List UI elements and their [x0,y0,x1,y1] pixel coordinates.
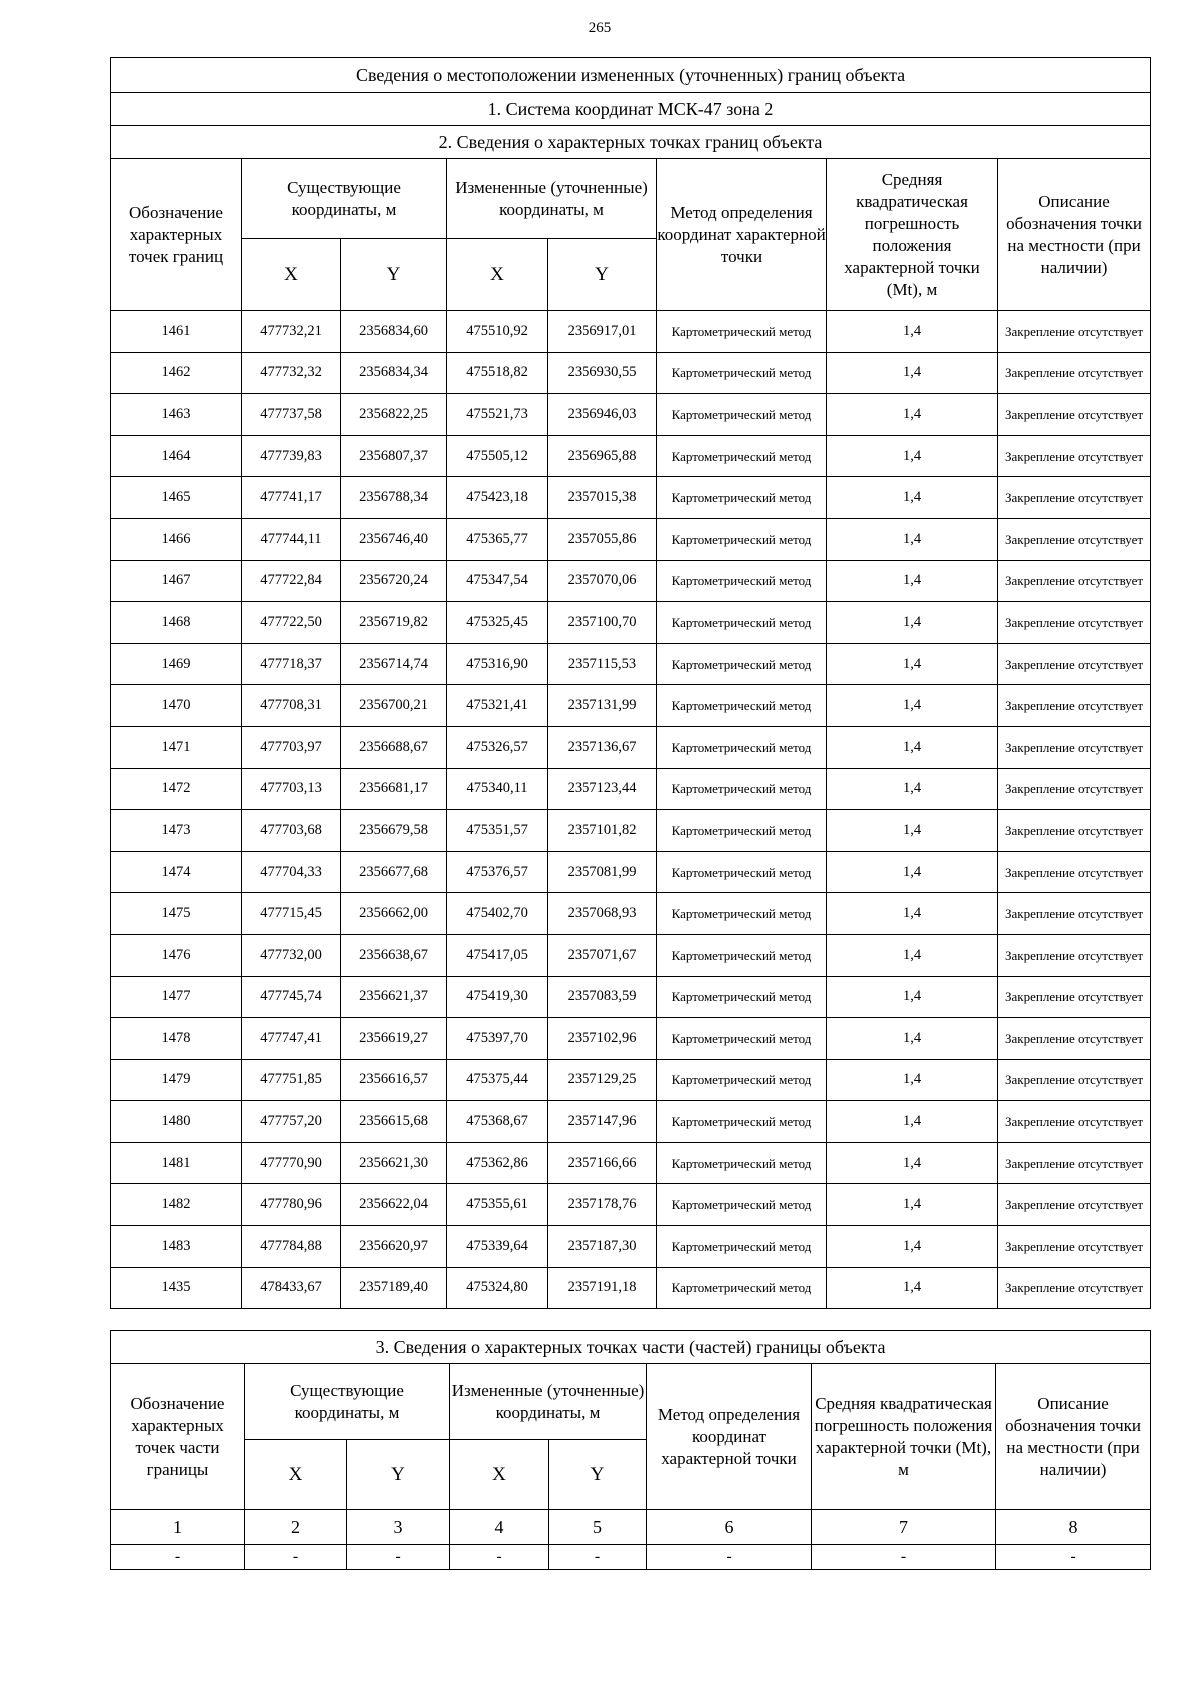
existing-x-cell: 477703,13 [242,768,341,810]
changed-x-cell: 475340,11 [447,768,548,810]
changed-y-cell: 2357055,86 [548,518,657,560]
table-row [111,810,1151,852]
changed-y-cell: 2356965,88 [548,435,657,477]
error-cell: 1,4 [827,352,998,394]
changed-y-cell: 2357071,67 [548,934,657,976]
changed-x-cell: 475397,70 [447,1018,548,1060]
existing-y-cell: 2356679,58 [341,810,447,852]
column-number-cell: 6 [647,1510,812,1545]
table-row [111,477,1151,519]
method-cell: Картометрический метод [657,685,827,727]
changed-x-cell: 475505,12 [447,435,548,477]
table-row [111,685,1151,727]
existing-x-cell: 477722,84 [242,560,341,602]
existing-y-cell: 2356807,37 [341,435,447,477]
header-existing-x: X [242,239,341,311]
header-existing-coords-part: Существующие координаты, м [245,1364,450,1440]
header-existing-coords: Существующие координаты, м [242,159,447,239]
changed-x-cell: 475324,80 [447,1267,548,1309]
method-cell: Картометрический метод [657,976,827,1018]
method-cell: Картометрический метод [657,311,827,353]
existing-y-cell: 2356681,17 [341,768,447,810]
table-row [111,1142,1151,1184]
point-cell: 1435 [111,1267,242,1309]
column-number-cell: 2 [245,1510,347,1545]
existing-x-cell: 477708,31 [242,685,341,727]
changed-x-cell: 475423,18 [447,477,548,519]
column-number-cell: 1 [111,1510,245,1545]
existing-y-cell: 2356619,27 [341,1018,447,1060]
method-cell: Картометрический метод [657,1184,827,1226]
point-cell: 1477 [111,976,242,1018]
existing-y-cell: 2356620,97 [341,1226,447,1268]
changed-x-cell: 475326,57 [447,726,548,768]
table-row [111,1059,1151,1101]
point-cell: 1461 [111,311,242,353]
point-cell: 1467 [111,560,242,602]
existing-x-cell: 477732,00 [242,934,341,976]
point-cell: 1469 [111,643,242,685]
existing-x-cell: 478433,67 [242,1267,341,1309]
header-designation-part: Обозначение характерных точек части границы [111,1364,245,1510]
changed-y-cell: 2357136,67 [548,726,657,768]
error-cell: 1,4 [827,685,998,727]
changed-x-cell: 475325,45 [447,602,548,644]
empty-cell: - [450,1545,549,1570]
error-cell: 1,4 [827,518,998,560]
changed-x-cell: 475347,54 [447,560,548,602]
description-cell: Закрепление отсутствует [998,1267,1151,1309]
changed-y-cell: 2357191,18 [548,1267,657,1309]
header-error: Средняя квадратическая погрешность положения характерной точки (Mt), м [827,159,998,311]
empty-data-row [111,1545,1151,1570]
error-cell: 1,4 [827,1142,998,1184]
header-changed-coords-part: Измененные (уточненные) координаты, м [450,1364,647,1440]
point-cell: 1479 [111,1059,242,1101]
method-cell: Картометрический метод [657,518,827,560]
existing-x-cell: 477703,97 [242,726,341,768]
description-cell: Закрепление отсутствует [998,352,1151,394]
error-cell: 1,4 [827,1101,998,1143]
method-cell: Картометрический метод [657,1018,827,1060]
changed-y-cell: 2356930,55 [548,352,657,394]
changed-y-cell: 2357123,44 [548,768,657,810]
error-cell: 1,4 [827,851,998,893]
method-cell: Картометрический метод [657,560,827,602]
description-cell: Закрепление отсутствует [998,768,1151,810]
error-cell: 1,4 [827,726,998,768]
existing-x-cell: 477744,11 [242,518,341,560]
coordinate-system: 1. Система координат МСК-47 зона 2 [111,93,1151,126]
empty-cell: - [647,1545,812,1570]
error-cell: 1,4 [827,311,998,353]
changed-x-cell: 475402,70 [447,893,548,935]
point-cell: 1465 [111,477,242,519]
point-cell: 1475 [111,893,242,935]
existing-y-cell: 2356622,04 [341,1184,447,1226]
table-row [111,435,1151,477]
empty-cell: - [347,1545,450,1570]
changed-x-cell: 475521,73 [447,394,548,436]
existing-y-cell: 2356788,34 [341,477,447,519]
column-numbers-row [111,1510,1151,1545]
header-method: Метод определения координат характерной точки [657,159,827,311]
header-changed-y-part: Y [549,1440,647,1510]
changed-x-cell: 475368,67 [447,1101,548,1143]
table-row [111,851,1151,893]
description-cell: Закрепление отсутствует [998,934,1151,976]
changed-y-cell: 2357101,82 [548,810,657,852]
column-number-cell: 7 [812,1510,996,1545]
existing-y-cell: 2356688,67 [341,726,447,768]
point-cell: 1468 [111,602,242,644]
error-cell: 1,4 [827,976,998,1018]
changed-x-cell: 475375,44 [447,1059,548,1101]
description-cell: Закрепление отсутствует [998,851,1151,893]
table-row [111,560,1151,602]
changed-y-cell: 2356946,03 [548,394,657,436]
table-row [111,893,1151,935]
error-cell: 1,4 [827,477,998,519]
existing-x-cell: 477715,45 [242,893,341,935]
changed-x-cell: 475518,82 [447,352,548,394]
description-cell: Закрепление отсутствует [998,1142,1151,1184]
changed-y-cell: 2357083,59 [548,976,657,1018]
method-cell: Картометрический метод [657,726,827,768]
existing-x-cell: 477751,85 [242,1059,341,1101]
column-number-cell: 4 [450,1510,549,1545]
changed-x-cell: 475339,64 [447,1226,548,1268]
error-cell: 1,4 [827,934,998,976]
method-cell: Картометрический метод [657,352,827,394]
point-cell: 1463 [111,394,242,436]
method-cell: Картометрический метод [657,934,827,976]
changed-x-cell: 475417,05 [447,934,548,976]
description-cell: Закрепление отсутствует [998,726,1151,768]
changed-y-cell: 2357102,96 [548,1018,657,1060]
changed-y-cell: 2357081,99 [548,851,657,893]
empty-cell: - [111,1545,245,1570]
description-cell: Закрепление отсутствует [998,893,1151,935]
existing-y-cell: 2356834,60 [341,311,447,353]
description-cell: Закрепление отсутствует [998,311,1151,353]
table-row [111,976,1151,1018]
empty-cell: - [245,1545,347,1570]
header-method-part: Метод определения координат характерной точки [647,1364,812,1510]
changed-y-cell: 2357070,06 [548,560,657,602]
page-number: 265 [588,20,612,36]
changed-x-cell: 475365,77 [447,518,548,560]
existing-x-cell: 477741,17 [242,477,341,519]
changed-y-cell: 2357178,76 [548,1184,657,1226]
header-error-part: Средняя квадратическая погрешность положения характерной точки (Mt), м [812,1364,996,1510]
point-cell: 1483 [111,1226,242,1268]
changed-y-cell: 2357129,25 [548,1059,657,1101]
table-row [111,1101,1151,1143]
header-changed-x: X [447,239,548,311]
existing-x-cell: 477732,21 [242,311,341,353]
changed-y-cell: 2357115,53 [548,643,657,685]
method-cell: Картометрический метод [657,643,827,685]
method-cell: Картометрический метод [657,810,827,852]
description-cell: Закрепление отсутствует [998,602,1151,644]
table-row [111,394,1151,436]
table-row [111,726,1151,768]
changed-y-cell: 2357100,70 [548,602,657,644]
existing-y-cell: 2356822,25 [341,394,447,436]
error-cell: 1,4 [827,602,998,644]
point-cell: 1481 [111,1142,242,1184]
method-cell: Картометрический метод [657,851,827,893]
changed-x-cell: 475351,57 [447,810,548,852]
header-existing-y: Y [341,239,447,311]
error-cell: 1,4 [827,768,998,810]
changed-y-cell: 2357015,38 [548,477,657,519]
method-cell: Картометрический метод [657,1226,827,1268]
error-cell: 1,4 [827,560,998,602]
existing-y-cell: 2356720,24 [341,560,447,602]
column-number-cell: 5 [549,1510,647,1545]
existing-x-cell: 477704,33 [242,851,341,893]
points-table [110,57,1151,1309]
header-designation: Обозначение характерных точек границ [111,159,242,311]
point-cell: 1473 [111,810,242,852]
description-cell: Закрепление отсутствует [998,1018,1151,1060]
existing-x-cell: 477747,41 [242,1018,341,1060]
existing-x-cell: 477745,74 [242,976,341,1018]
method-cell: Картометрический метод [657,1059,827,1101]
existing-x-cell: 477757,20 [242,1101,341,1143]
point-cell: 1474 [111,851,242,893]
existing-y-cell: 2356621,30 [341,1142,447,1184]
table-row [111,1226,1151,1268]
table-row [111,1184,1151,1226]
existing-y-cell: 2356662,00 [341,893,447,935]
existing-x-cell: 477780,96 [242,1184,341,1226]
existing-y-cell: 2356615,68 [341,1101,447,1143]
existing-x-cell: 477722,50 [242,602,341,644]
column-number-cell: 8 [996,1510,1151,1545]
method-cell: Картометрический метод [657,768,827,810]
existing-y-cell: 2356719,82 [341,602,447,644]
changed-y-cell: 2357147,96 [548,1101,657,1143]
changed-x-cell: 475316,90 [447,643,548,685]
header-changed-y: Y [548,239,657,311]
header-existing-x-part: X [245,1440,347,1510]
existing-y-cell: 2356616,57 [341,1059,447,1101]
error-cell: 1,4 [827,1059,998,1101]
changed-y-cell: 2357166,66 [548,1142,657,1184]
method-cell: Картометрический метод [657,1101,827,1143]
point-cell: 1480 [111,1101,242,1143]
changed-x-cell: 475376,57 [447,851,548,893]
existing-x-cell: 477784,88 [242,1226,341,1268]
description-cell: Закрепление отсутствует [998,976,1151,1018]
existing-y-cell: 2356714,74 [341,643,447,685]
table-title: Сведения о местоположении измененных (уточненных) границ объекта [111,58,1151,93]
existing-x-cell: 477732,32 [242,352,341,394]
header-existing-y-part: Y [347,1440,450,1510]
description-cell: Закрепление отсутствует [998,1184,1151,1226]
description-cell: Закрепление отсутствует [998,810,1151,852]
header-changed-coords: Измененные (уточненные) координаты, м [447,159,657,239]
header-description: Описание обозначения точки на местности (при наличии) [998,159,1151,311]
point-cell: 1471 [111,726,242,768]
changed-x-cell: 475419,30 [447,976,548,1018]
column-number-cell: 3 [347,1510,450,1545]
point-cell: 1472 [111,768,242,810]
point-cell: 1464 [111,435,242,477]
table-row [111,768,1151,810]
point-cell: 1476 [111,934,242,976]
section-2-title: 2. Сведения о характерных точках границ объекта [111,126,1151,159]
method-cell: Картометрический метод [657,435,827,477]
description-cell: Закрепление отсутствует [998,1101,1151,1143]
existing-y-cell: 2356834,34 [341,352,447,394]
error-cell: 1,4 [827,893,998,935]
changed-y-cell: 2357131,99 [548,685,657,727]
method-cell: Картометрический метод [657,1267,827,1309]
existing-y-cell: 2356621,37 [341,976,447,1018]
description-cell: Закрепление отсутствует [998,1059,1151,1101]
description-cell: Закрепление отсутствует [998,643,1151,685]
point-cell: 1466 [111,518,242,560]
existing-y-cell: 2356746,40 [341,518,447,560]
changed-x-cell: 475362,86 [447,1142,548,1184]
existing-x-cell: 477770,90 [242,1142,341,1184]
method-cell: Картометрический метод [657,602,827,644]
changed-x-cell: 475321,41 [447,685,548,727]
section-3-title: 3. Сведения о характерных точках части (частей) границы объекта [111,1331,1151,1364]
header-changed-x-part: X [450,1440,549,1510]
existing-y-cell: 2356700,21 [341,685,447,727]
part-points-table [110,1330,1151,1570]
point-cell: 1482 [111,1184,242,1226]
method-cell: Картометрический метод [657,477,827,519]
description-cell: Закрепление отсутствует [998,560,1151,602]
empty-cell: - [812,1545,996,1570]
point-cell: 1462 [111,352,242,394]
method-cell: Картометрический метод [657,1142,827,1184]
description-cell: Закрепление отсутствует [998,394,1151,436]
existing-x-cell: 477703,68 [242,810,341,852]
point-cell: 1470 [111,685,242,727]
error-cell: 1,4 [827,810,998,852]
point-cell: 1478 [111,1018,242,1060]
existing-y-cell: 2356677,68 [341,851,447,893]
table-row [111,1267,1151,1309]
changed-x-cell: 475355,61 [447,1184,548,1226]
existing-x-cell: 477718,37 [242,643,341,685]
table-row [111,934,1151,976]
error-cell: 1,4 [827,1267,998,1309]
error-cell: 1,4 [827,1184,998,1226]
table-row [111,1018,1151,1060]
existing-x-cell: 477739,83 [242,435,341,477]
existing-y-cell: 2356638,67 [341,934,447,976]
changed-y-cell: 2357068,93 [548,893,657,935]
description-cell: Закрепление отсутствует [998,685,1151,727]
table-row [111,602,1151,644]
table-row [111,311,1151,353]
existing-x-cell: 477737,58 [242,394,341,436]
empty-cell: - [996,1545,1151,1570]
description-cell: Закрепление отсутствует [998,435,1151,477]
method-cell: Картометрический метод [657,893,827,935]
changed-y-cell: 2356917,01 [548,311,657,353]
method-cell: Картометрический метод [657,394,827,436]
table-row [111,643,1151,685]
description-cell: Закрепление отсутствует [998,518,1151,560]
error-cell: 1,4 [827,1226,998,1268]
header-description-part: Описание обозначения точки на местности (при наличии) [996,1364,1151,1510]
description-cell: Закрепление отсутствует [998,1226,1151,1268]
error-cell: 1,4 [827,1018,998,1060]
description-cell: Закрепление отсутствует [998,477,1151,519]
changed-y-cell: 2357187,30 [548,1226,657,1268]
table-row [111,518,1151,560]
existing-y-cell: 2357189,40 [341,1267,447,1309]
empty-cell: - [549,1545,647,1570]
error-cell: 1,4 [827,643,998,685]
error-cell: 1,4 [827,394,998,436]
table-row [111,352,1151,394]
changed-x-cell: 475510,92 [447,311,548,353]
error-cell: 1,4 [827,435,998,477]
